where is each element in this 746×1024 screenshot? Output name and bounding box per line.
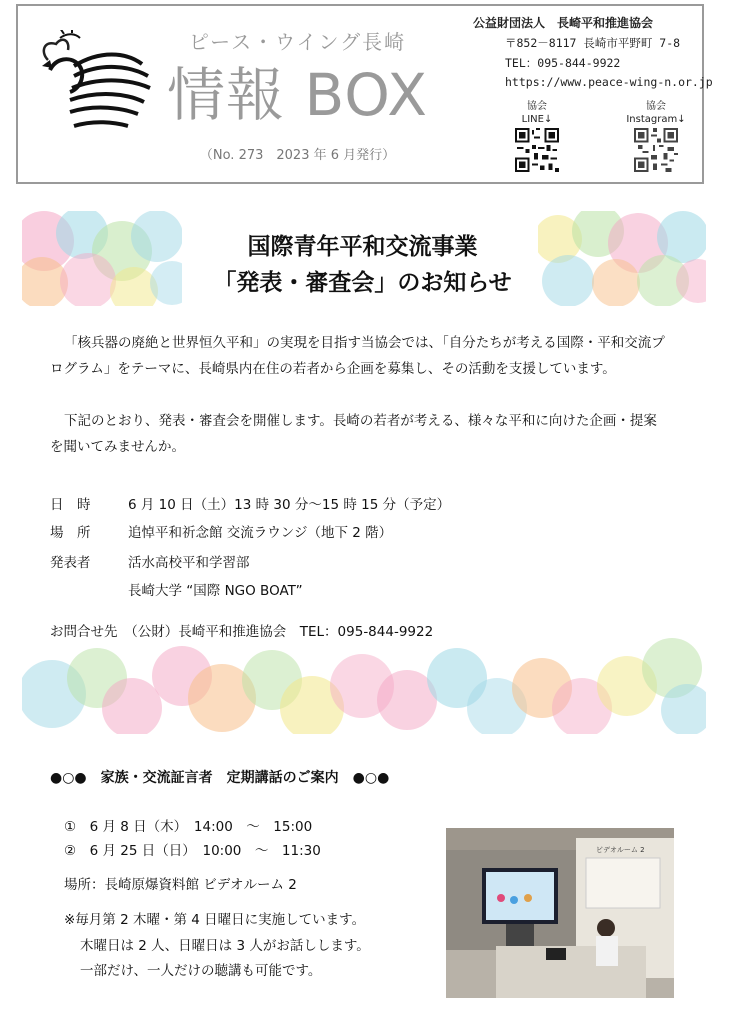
presenter-value-2: 長崎大学 “国際 NGO BOAT” xyxy=(128,583,303,599)
decorative-bubble-divider xyxy=(22,638,706,734)
contact-line: お問合せ先 （公財）長崎平和推進協会 TEL：095-844-9922 xyxy=(50,624,434,640)
lecture-section-title: ●○● 家族・交流証言者 定期講話のご案内 ●○● xyxy=(50,770,390,786)
instagram-qr-label: 協会 Instagram↓ xyxy=(626,101,686,125)
partial-attendance-note: 一部だけ、一人だけの聴講も可能です。 xyxy=(80,963,322,979)
intro-paragraph: 「核兵器の廃絶と世界恒久平和」の実現を目指す当協会では、「自分たちが考える国際・平和交流プログラム」をテーマに、長崎県内在住の若者から企画を募集し、その活動を支援しています。 xyxy=(50,335,665,377)
dove-logo-icon xyxy=(30,30,160,140)
speaker-note: 木曜日は 2 人、日曜日は 3 人がお話しします。 xyxy=(80,938,370,954)
photo-room-sign: ビデオルーム 2 xyxy=(596,846,645,854)
lecture-room-photo xyxy=(446,828,674,998)
article-headline-line2: 「発表・審査会」のお知らせ xyxy=(213,270,512,296)
newsletter-title: 情報 BOX xyxy=(167,61,428,129)
session-2: ② 6 月 25 日（日） 10:00 ～ 11:30 xyxy=(64,843,321,859)
date-label: 日 時 xyxy=(50,497,91,513)
postal-address: 〒852－8117 長崎市平野町 7-8 xyxy=(505,36,681,50)
newsletter-series-name: ピース・ウイング長崎 xyxy=(188,30,407,54)
line-qr-label: 協会 LINE↓ xyxy=(521,101,553,125)
article-headline-line1: 国際青年平和交流事業 xyxy=(247,234,478,260)
presenter-value-1: 活水高校平和学習部 xyxy=(128,555,250,571)
line-qr-code-icon[interactable] xyxy=(515,128,559,172)
website-link[interactable]: https://www.peace-wing-n.or.jp xyxy=(505,75,713,89)
session-1: ① 6 月 8 日（木） 14:00 ～ 15:00 xyxy=(64,819,313,835)
phone-number: TEL：095-844-9922 xyxy=(505,56,621,70)
schedule-note: ※毎月第 2 木曜・第 4 日曜日に実施しています。 xyxy=(64,912,366,928)
issue-number: （No. 273 2023 年 6 月発行） xyxy=(199,148,396,163)
banner-bubbles-left xyxy=(22,211,182,306)
lecture-venue: 場所：長崎原爆資料館 ビデオルーム 2 xyxy=(64,877,297,893)
event-paragraph: 下記のとおり、発表・審査会を開催します。長崎の若者が考える、様々な平和に向けた企画・提案を聞いてみませんか。 xyxy=(50,413,657,455)
instagram-qr-code-icon[interactable] xyxy=(634,128,678,172)
date-value: 6 月 10 日（土）13 時 30 分～15 時 15 分（予定） xyxy=(128,497,451,513)
place-value: 追悼平和祈念館 交流ラウンジ（地下 2 階） xyxy=(128,525,393,541)
presenter-label: 発表者 xyxy=(50,555,91,571)
banner-bubbles-right xyxy=(538,211,706,306)
organization-name: 公益財団法人 長崎平和推進協会 xyxy=(473,16,654,30)
place-label: 場 所 xyxy=(50,525,91,541)
